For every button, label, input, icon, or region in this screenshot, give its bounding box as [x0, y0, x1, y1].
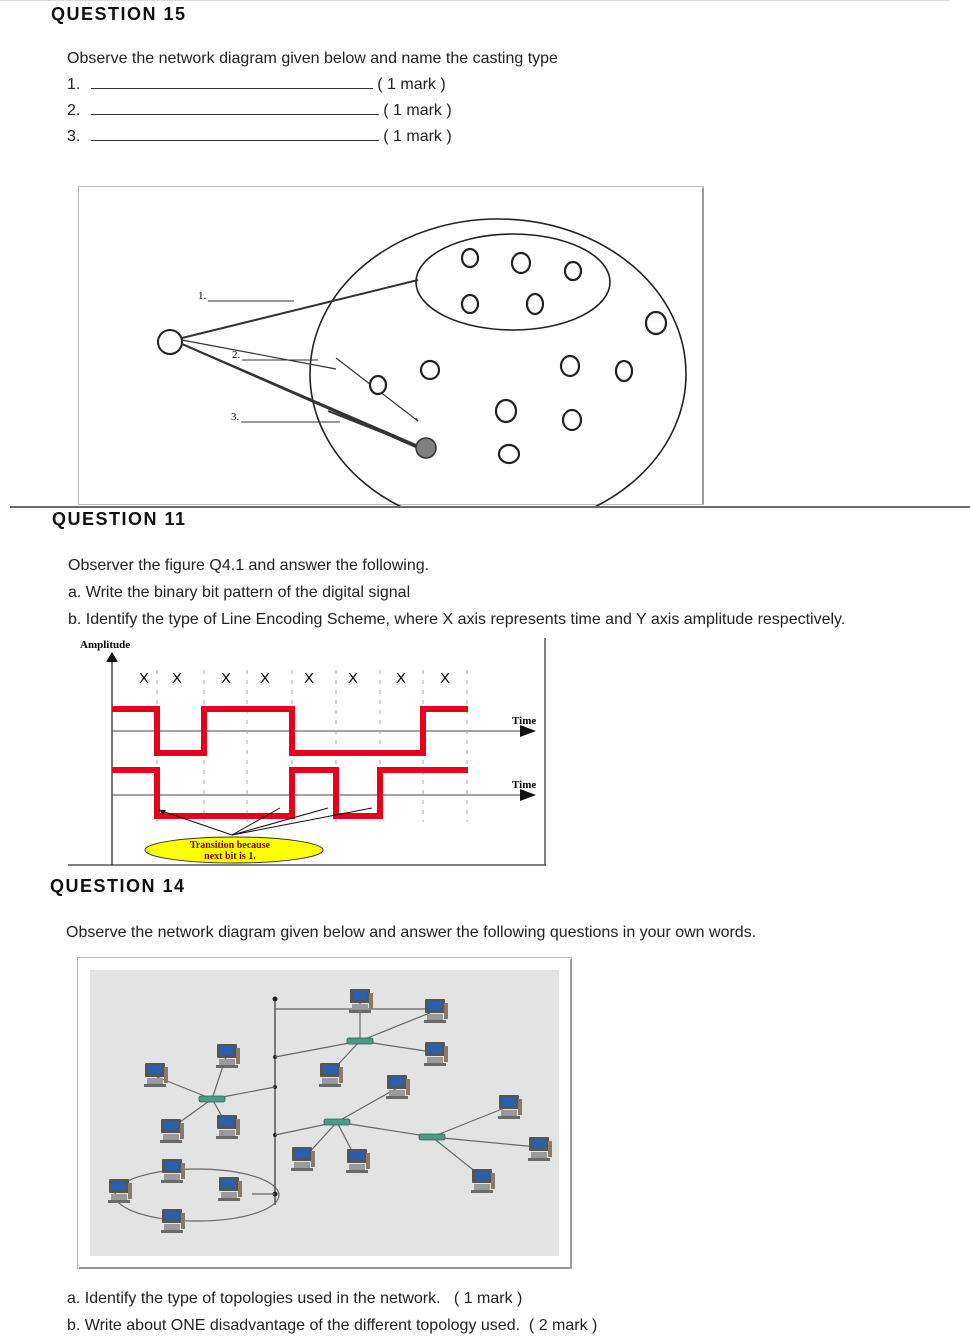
- q11-line3: b. Identify the type of Line Encoding Scheme, where X axis represents time and Y axis amplitude respectively.: [68, 611, 846, 628]
- y-axis-arrow: [106, 652, 118, 662]
- question-a-mark: ( 1 mark ): [453, 1290, 523, 1307]
- node: [616, 361, 632, 381]
- casting-diagram: [78, 186, 706, 506]
- node: [462, 249, 478, 267]
- q14-title: QUESTION 14: [50, 876, 186, 896]
- x-mark: X: [172, 670, 183, 687]
- x-marks: [139, 670, 450, 687]
- hub: [347, 1038, 373, 1044]
- time-label-2: Time: [512, 779, 537, 791]
- q11-title: QUESTION 11: [52, 509, 187, 529]
- q15-instruction: Observe the network diagram given below and name the casting type: [67, 50, 558, 67]
- hub: [324, 1119, 350, 1125]
- q15-answer-1: [67, 76, 446, 94]
- answer-blank-3[interactable]: [91, 128, 379, 141]
- x-mark: X: [304, 670, 315, 687]
- q11-line1: Observer the figure Q4.1 and answer the following.: [68, 557, 430, 574]
- callout-text-1: Transition because: [189, 840, 271, 851]
- answer-mark: ( 1 mark ): [377, 76, 446, 93]
- node: [563, 410, 581, 430]
- diagram-label-3: 3.: [231, 411, 240, 423]
- question-a-text: a. Identify the type of topologies used in the network.: [67, 1290, 441, 1307]
- node: [565, 262, 581, 280]
- topology-diagram: [77, 957, 575, 1271]
- x-mark: X: [440, 670, 451, 687]
- diagram-background: [90, 970, 559, 1256]
- unicast-target-node: [416, 438, 436, 458]
- node: [496, 400, 516, 422]
- q15-answer-3: [67, 128, 452, 146]
- callout-pointers: [159, 808, 372, 835]
- node: [462, 295, 478, 313]
- hub: [199, 1096, 225, 1102]
- q15-answer-2: [67, 102, 452, 120]
- q14-question-b: [67, 1317, 597, 1335]
- x-mark: X: [260, 670, 271, 687]
- node: [499, 445, 519, 463]
- answer-blank-1[interactable]: [91, 76, 373, 89]
- time-label-1: Time: [512, 715, 537, 727]
- x-mark: X: [139, 670, 150, 687]
- x-mark: X: [221, 670, 232, 687]
- diagram-label-2: 2.: [232, 349, 241, 361]
- answer-mark: ( 1 mark ): [383, 102, 452, 119]
- answer-blank-2[interactable]: [91, 102, 379, 115]
- x-mark: X: [396, 670, 407, 687]
- question-b-text: b. Write about ONE disadvantage of the different topology used.: [67, 1317, 521, 1334]
- q15-title: QUESTION 15: [51, 4, 187, 24]
- node: [512, 253, 530, 273]
- section-divider: [10, 506, 970, 508]
- q14-question-a: [67, 1290, 522, 1308]
- node: [561, 356, 579, 376]
- signal-waveform-2: [112, 770, 468, 816]
- line-encoding-figure: [66, 632, 548, 868]
- answer-number: 2.: [67, 102, 81, 119]
- answer-number: 3.: [67, 128, 81, 145]
- top-edge: [0, 0, 950, 1]
- source-node: [158, 330, 182, 354]
- question-b-mark: ( 2 mark ): [528, 1317, 598, 1334]
- node: [646, 312, 666, 334]
- hub: [419, 1134, 445, 1140]
- node: [370, 376, 386, 394]
- node: [421, 361, 439, 379]
- x-mark: X: [348, 670, 359, 687]
- diagram-label-1: 1.: [198, 290, 207, 302]
- answer-mark: ( 1 mark ): [383, 128, 452, 145]
- amplitude-label: Amplitude: [80, 639, 131, 651]
- q11-line2: a. Write the binary bit pattern of the digital signal: [68, 584, 411, 601]
- q14-instruction: Observe the network diagram given below and answer the following questions in your own words.: [66, 924, 757, 941]
- callout-text-2: next bit is 1.: [204, 851, 256, 862]
- node: [527, 294, 543, 314]
- answer-number: 1.: [67, 76, 81, 93]
